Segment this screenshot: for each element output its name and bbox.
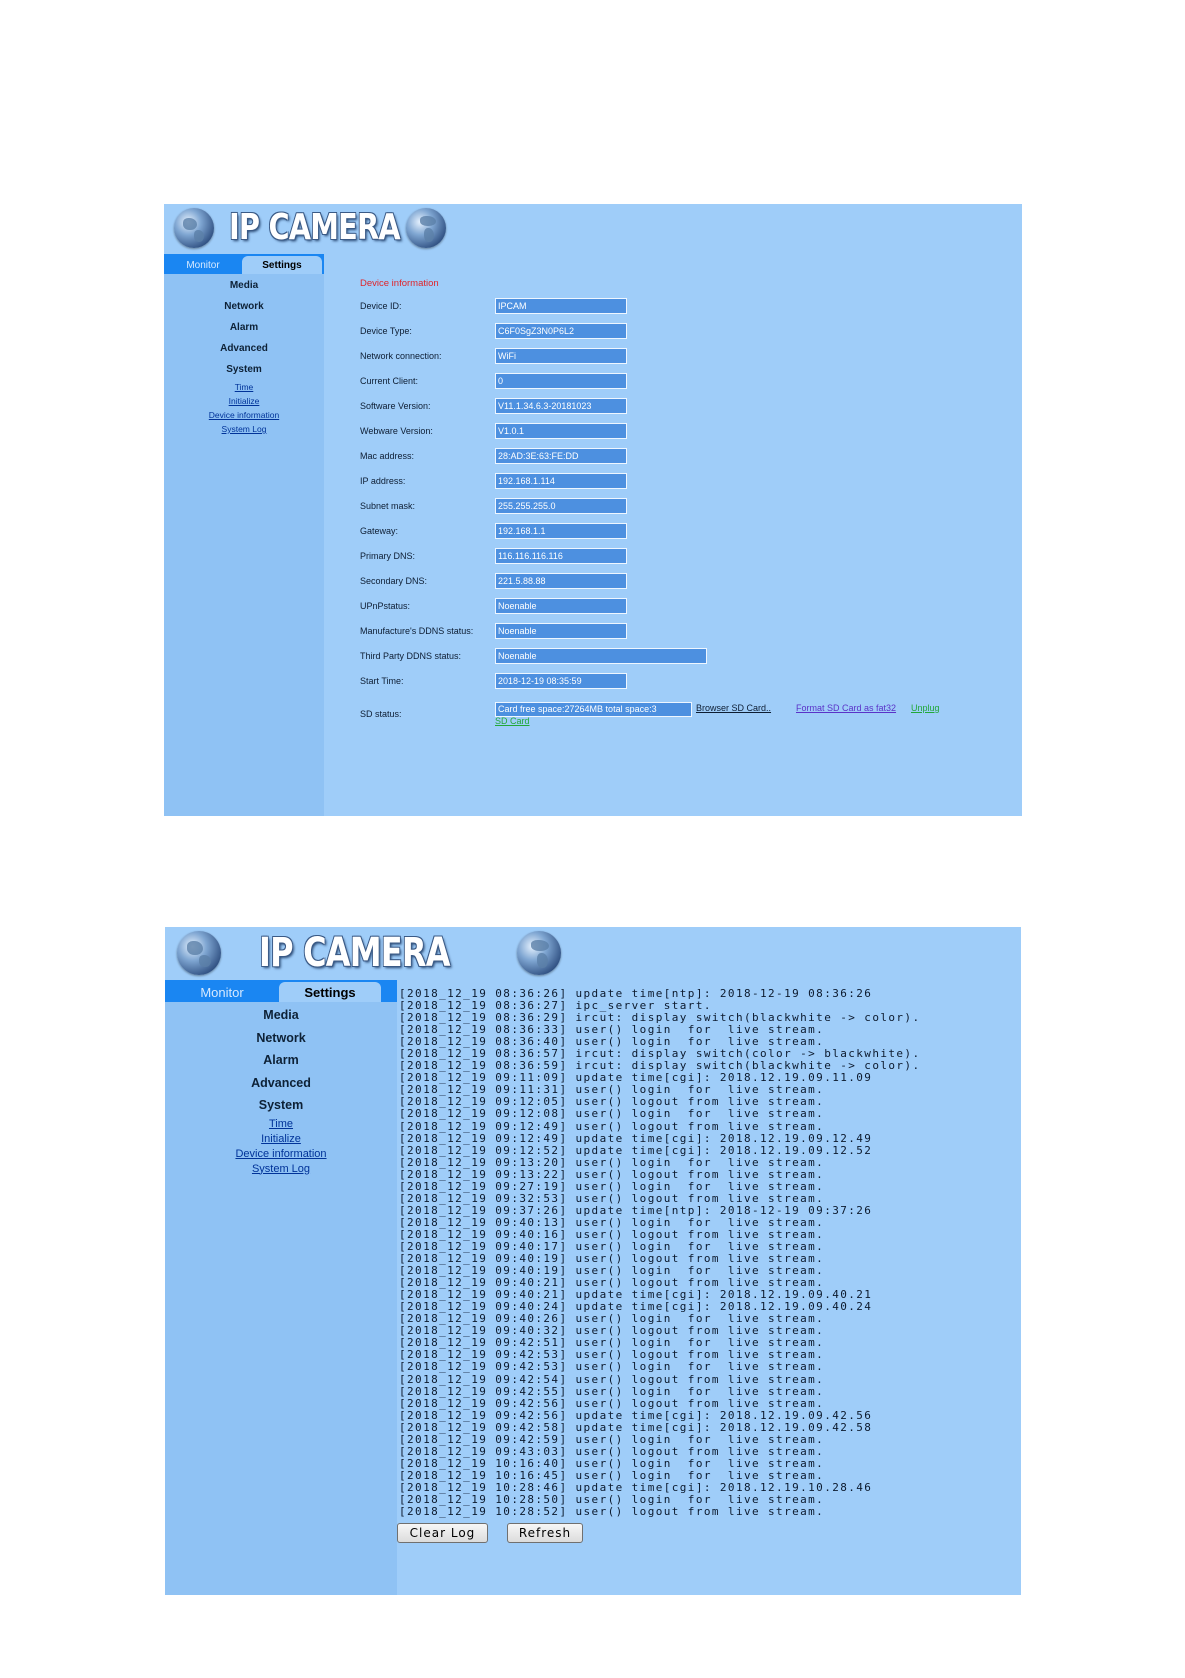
field-value: 255.255.255.0 bbox=[495, 498, 627, 514]
submenu-device-information-link[interactable]: Device information bbox=[235, 1147, 327, 1160]
menu-item-system[interactable]: System bbox=[258, 1098, 304, 1112]
system-log-screenshot bbox=[165, 927, 1021, 1595]
brand-logo: IP CAMERA bbox=[259, 930, 450, 976]
unplug-sd-card-link[interactable]: Unplug bbox=[911, 703, 940, 713]
menu-item-media[interactable]: Media bbox=[229, 280, 259, 291]
submenu-initialize-link[interactable]: Initialize bbox=[261, 1132, 301, 1145]
field-value: Noenable bbox=[495, 623, 627, 639]
log-line: [2018_12_19 10:28:50] user() login for live stream. bbox=[399, 1492, 825, 1506]
log-line: [2018_12_19 09:42:51] user() login for live stream. bbox=[399, 1336, 825, 1350]
log-line: [2018_12_19 08:36:26] update time[ntp]: 2018-12-19 08:36:26 bbox=[399, 988, 873, 1000]
log-line: [2018_12_19 09:12:52] update time[cgi]: 2018.12.19.09.12.52 bbox=[399, 1143, 873, 1157]
globe-right-icon bbox=[406, 208, 446, 248]
log-line: [2018_12_19 09:42:58] update time[cgi]: 2018.12.19.09.42.58 bbox=[399, 1420, 873, 1434]
app-header bbox=[164, 204, 1022, 254]
field-value: 192.168.1.114 bbox=[495, 473, 627, 489]
log-line: [2018_12_19 08:36:40] user() login for live stream. bbox=[399, 1035, 825, 1049]
field-value: 192.168.1.1 bbox=[495, 523, 627, 539]
menu-item-system[interactable]: System bbox=[226, 364, 262, 375]
top-tabs bbox=[164, 254, 324, 274]
unplug-sd-card-link-cont[interactable]: SD Card bbox=[495, 716, 530, 726]
system-log-textarea[interactable] bbox=[399, 988, 1019, 1520]
field-value: WiFi bbox=[495, 348, 627, 364]
log-line: [2018_12_19 09:37:26] update time[ntp]: 2018-12-19 09:37:26 bbox=[399, 1203, 873, 1217]
field-value: 116.116.116.116 bbox=[495, 548, 627, 564]
sidebar bbox=[165, 980, 397, 1595]
log-line: [2018_12_19 09:40:24] update time[cgi]: 2018.12.19.09.40.24 bbox=[399, 1300, 873, 1314]
field-label: Secondary DNS: bbox=[360, 576, 428, 586]
log-line: [2018_12_19 08:36:57] ircut: display switch(color -> blackwhite). bbox=[399, 1047, 921, 1061]
field-value: V11.1.34.6.3-20181023 bbox=[495, 398, 627, 414]
field-label: SD status: bbox=[360, 709, 402, 719]
field-label: Primary DNS: bbox=[360, 551, 416, 561]
sd-status-value: Card free space:27264MB total space:3 bbox=[495, 702, 692, 717]
globe-left-icon bbox=[174, 208, 214, 248]
submenu-time-link[interactable]: Time bbox=[234, 382, 254, 392]
section-title: Device information bbox=[360, 278, 439, 289]
menu-item-alarm[interactable]: Alarm bbox=[229, 322, 259, 333]
field-value: IPCAM bbox=[495, 298, 627, 314]
settings-menu bbox=[165, 1004, 397, 1177]
log-line: [2018_12_19 09:42:54] user() logout from live stream. bbox=[399, 1372, 825, 1386]
log-line: [2018_12_19 09:13:20] user() login for live stream. bbox=[399, 1155, 825, 1169]
log-line: [2018_12_19 09:13:22] user() logout from live stream. bbox=[399, 1167, 825, 1181]
globe-right-icon bbox=[517, 931, 561, 975]
refresh-button[interactable]: Refresh bbox=[507, 1523, 583, 1543]
log-line: [2018_12_19 10:28:46] update time[cgi]: 2018.12.19.10.28.46 bbox=[399, 1480, 873, 1494]
log-line: [2018_12_19 10:16:45] user() login for live stream. bbox=[399, 1468, 825, 1482]
log-line: [2018_12_19 09:40:17] user() login for live stream. bbox=[399, 1239, 825, 1253]
log-line: [2018_12_19 09:40:16] user() logout from live stream. bbox=[399, 1227, 825, 1241]
field-value: V1.0.1 bbox=[495, 423, 627, 439]
tab-monitor[interactable]: Monitor bbox=[200, 984, 244, 1000]
log-line: [2018_12_19 09:40:19] user() logout from live stream. bbox=[399, 1252, 825, 1266]
log-line: [2018_12_19 09:43:03] user() logout from live stream. bbox=[399, 1444, 825, 1458]
field-label: UPnPstatus: bbox=[360, 601, 411, 611]
device-info-screenshot bbox=[164, 204, 1022, 816]
submenu-device-information-link[interactable]: Device information bbox=[208, 410, 280, 420]
field-label: Network connection: bbox=[360, 351, 442, 361]
log-line: [2018_12_19 09:32:53] user() logout from live stream. bbox=[399, 1191, 825, 1205]
top-tabs bbox=[165, 980, 397, 1002]
menu-item-advanced[interactable]: Advanced bbox=[251, 1075, 311, 1090]
field-value: 28:AD:3E:63:FE:DD bbox=[495, 448, 627, 464]
field-row-sd-status bbox=[360, 702, 1000, 732]
field-label: Start Time: bbox=[360, 676, 404, 686]
field-label: Device ID: bbox=[360, 301, 402, 311]
log-line: [2018_12_19 08:36:33] user() login for live stream. bbox=[399, 1023, 825, 1037]
log-line: [2018_12_19 09:40:21] user() logout from live stream. bbox=[399, 1276, 825, 1290]
sidebar bbox=[164, 254, 324, 816]
log-line: [2018_12_19 09:12:49] user() logout from live stream. bbox=[399, 1119, 825, 1133]
field-value: 2018-12-19 08:35:59 bbox=[495, 673, 627, 689]
field-value: C6F0SgZ3N0P6L2 bbox=[495, 323, 627, 339]
clear-log-button[interactable]: Clear Log bbox=[397, 1523, 488, 1543]
field-label: Device Type: bbox=[360, 326, 412, 336]
globe-left-icon bbox=[177, 931, 221, 975]
log-line: [2018_12_19 09:11:09] update time[cgi]: 2018.12.19.09.11.09 bbox=[399, 1071, 873, 1085]
tab-settings[interactable]: Settings bbox=[279, 982, 381, 1002]
log-line: [2018_12_19 08:36:27] ipc_server start. bbox=[399, 999, 712, 1013]
device-info-content bbox=[360, 278, 1022, 816]
menu-item-media[interactable]: Media bbox=[263, 1008, 299, 1022]
field-label: Software Version: bbox=[360, 401, 431, 411]
field-label: Gateway: bbox=[360, 526, 399, 536]
settings-menu bbox=[164, 275, 324, 436]
log-line: [2018_12_19 09:42:53] user() login for live stream. bbox=[399, 1360, 825, 1374]
log-line: [2018_12_19 09:12:08] user() login for live stream. bbox=[399, 1107, 825, 1121]
field-label: Mac address: bbox=[360, 451, 415, 461]
log-line: [2018_12_19 10:16:40] user() login for live stream. bbox=[399, 1456, 825, 1470]
field-label: Current Client: bbox=[360, 376, 419, 386]
log-line: [2018_12_19 09:42:59] user() login for live stream. bbox=[399, 1432, 825, 1446]
field-value: Noenable bbox=[495, 598, 627, 614]
log-line: [2018_12_19 10:28:52] user() logout from live stream. bbox=[399, 1505, 825, 1519]
field-label: Subnet mask: bbox=[360, 501, 416, 511]
field-label: Third Party DDNS status: bbox=[360, 651, 462, 661]
log-line: [2018_12_19 09:12:49] update time[cgi]: 2018.12.19.09.12.49 bbox=[399, 1131, 873, 1145]
log-line: [2018_12_19 09:40:32] user() logout from live stream. bbox=[399, 1324, 825, 1338]
browse-sd-card-link[interactable]: Browser SD Card.. bbox=[696, 703, 772, 713]
log-line: [2018_12_19 09:40:26] user() login for live stream. bbox=[399, 1312, 825, 1326]
log-line: [2018_12_19 09:27:19] user() login for live stream. bbox=[399, 1179, 825, 1193]
field-label: Manufacture's DDNS status: bbox=[360, 626, 474, 636]
field-value: Noenable bbox=[495, 648, 707, 664]
submenu-system-log-link[interactable]: System Log bbox=[251, 1162, 311, 1175]
log-line: [2018_12_19 09:42:53] user() logout from live stream. bbox=[399, 1348, 825, 1362]
log-line: [2018_12_19 09:42:56] update time[cgi]: 2018.12.19.09.42.56 bbox=[399, 1408, 873, 1422]
menu-item-network[interactable]: Network bbox=[224, 301, 264, 312]
submenu-initialize-link[interactable]: Initialize bbox=[228, 396, 260, 406]
field-label: IP address: bbox=[360, 476, 406, 486]
log-line: [2018_12_19 08:36:29] ircut: display switch(blackwhite -> color). bbox=[399, 1011, 921, 1025]
field-value: 221.5.88.88 bbox=[495, 573, 627, 589]
tab-monitor[interactable]: Monitor bbox=[186, 259, 220, 271]
log-line: [2018_12_19 09:40:19] user() login for live stream. bbox=[399, 1264, 825, 1278]
log-line: [2018_12_19 09:40:13] user() login for live stream. bbox=[399, 1215, 825, 1229]
format-sd-card-link[interactable]: Format SD Card as fat32 bbox=[796, 703, 897, 713]
log-line: [2018_12_19 08:36:59] ircut: display switch(blackwhite -> color). bbox=[399, 1059, 921, 1073]
menu-item-network[interactable]: Network bbox=[256, 1030, 306, 1045]
app-header bbox=[165, 927, 1021, 980]
log-line: [2018_12_19 09:11:31] user() login for live stream. bbox=[399, 1083, 825, 1097]
submenu-time-link[interactable]: Time bbox=[268, 1117, 294, 1130]
menu-item-advanced[interactable]: Advanced bbox=[220, 343, 268, 354]
log-line: [2018_12_19 09:40:21] update time[cgi]: 2018.12.19.09.40.21 bbox=[399, 1288, 873, 1302]
field-label: Webware Version: bbox=[360, 426, 433, 436]
field-value: 0 bbox=[495, 373, 627, 389]
log-line: [2018_12_19 09:42:56] user() logout from live stream. bbox=[399, 1396, 825, 1410]
log-line: [2018_12_19 09:42:55] user() login for live stream. bbox=[399, 1384, 825, 1398]
menu-item-alarm[interactable]: Alarm bbox=[263, 1053, 299, 1067]
brand-logo: IP CAMERA bbox=[229, 207, 400, 248]
tab-settings[interactable]: Settings bbox=[242, 256, 322, 274]
log-line: [2018_12_19 09:12:05] user() logout from live stream. bbox=[399, 1095, 825, 1109]
submenu-system-log-link[interactable]: System Log bbox=[221, 424, 267, 434]
